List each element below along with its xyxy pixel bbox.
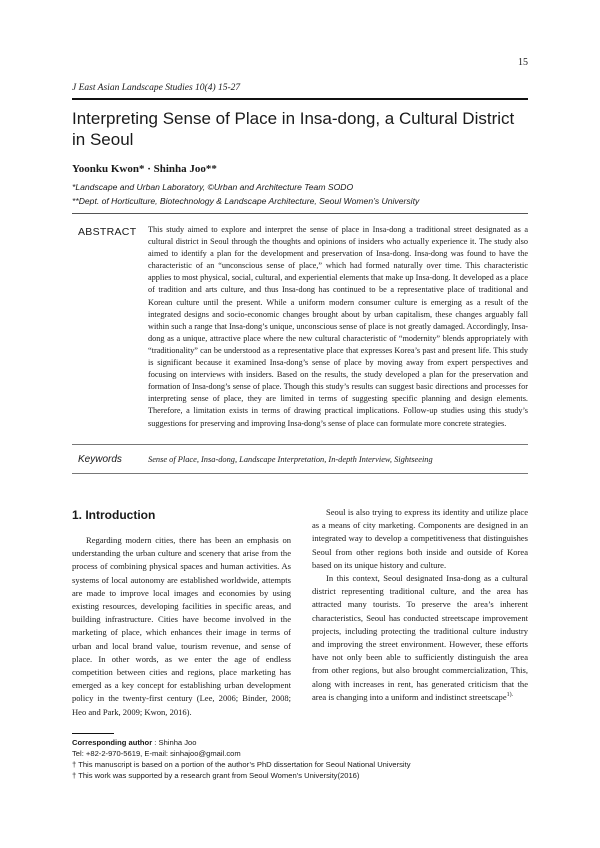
footnote-ref: 1). [506,692,514,698]
keywords-label: Keywords [78,454,122,465]
header-rule [72,98,528,100]
footnotes [72,737,528,781]
section-heading-introduction: 1. Introduction [72,508,156,522]
footnote-2: † This work was supported by a research grant from Seoul Women’s University(2016) [72,771,360,780]
journal-citation: J East Asian Landscape Studies 10(4) 15-27 [72,83,241,93]
corresponding-author-name: : Shinha Joo [154,738,197,747]
intro-paragraph-2: Seoul is also trying to express its identity and utilize place as a means of city marketing. Components are designed in an integrated way to develop a competitiveness that distinguishes Seoul from other regions both inside and outside of Korea based on its unique history and culture. [312,507,528,570]
page-number: 15 [518,57,528,68]
keywords-list: Sense of Place, Insa-dong, Landscape Interpretation, In-depth Interview, Sightseeing [148,455,433,464]
affiliation-2: **Dept. of Horticulture, Biotechnology & Landscape Architecture, Seoul Women’s University [72,196,420,206]
abstract-label: ABSTRACT [78,226,137,238]
left-column [72,534,291,719]
affiliation-1: *Landscape and Urban Laboratory, ©Urban and Architecture Team SODO [72,182,354,192]
contact-line: Tel: +82-2-970-5619, E-mail: sinhajoo@gmail.com [72,749,241,758]
intro-paragraph-1: Regarding modern cities, there has been an emphasis on understanding the urban culture and scenery that arise from the process of combining physical spaces and human activities. As systems of local autonomy are established worldwide, attempts are made to improve local images and economies by using existing resources, developing facilities in specific areas, and building infrastructure. Cities have become involved in the marketing of place, which enhances their image in terms of urban and local brand value, tourism revenue, and sense of place. In other words, as we enter the age of endless competition between cities and regions, place marketing has emerged as a key concept for establishing urban development policy in the twenty-first century (Lee, 2006; Binder, 2008; Heo and Park, 2009; Kwon, 2016). [72,535,291,717]
keywords-bottom-rule [72,473,528,474]
paper-title: Interpreting Sense of Place in Insa-dong, a Cultural District in Seoul [72,109,515,149]
corresponding-author-label: Corresponding author [72,738,153,747]
footnote-rule [72,733,114,734]
abstract-body: This study aimed to explore and interpret the sense of place in Insa-dong a traditional street designated as a cultural district in Seoul through the thoughts and opinions of insiders who actually experience it. The study also aimed to identify a plan for the development and preservation of Insa-dong. Insa-dong was found to have the characteristic of an “unconscious sense of place,” which had formed naturally over time. This characteristic applies to most physical, social, cultural, and experiential elements that make up Insa-dong. It developed as a place of tradition and arts culture, and thus Insa-dong has continued to be a representative place of traditional and Korean culture until the present. While a uniform modern consumer culture is emerging as a result of the integrated designs and socio-economic changes brought about by urban capitalism, these changes arguably fall within such a range that Insa-dong’s unique, unconscious sense of place is not greatly damaged. Accordingly, Insa-dong as a unique, attractive place where the new cultural characteristic of “modernity” blends appropriately with “traditionality” can be understood as a representative place that expresses Korea’s past and present life. This study is significant because it examined Insa-dong’s sense of place by moving away from expert perspectives and focusing on interviews with insiders. Based on the results, the study developed a plan for the preservation and formation of Insa-dong’s sense of place. Though this study’s results can suggest basic directions and processes for interpreting sense of place, they are limited in terms of suggesting specific planning and design elements. Therefore, a limitation exists in terms of drawing practical implications. Follow-up studies using this study’s suggestions for preserving and improving Insa-dong’s sense of place can formulate more concrete strategies. [148,225,528,428]
intro-paragraph-3 [312,572,528,704]
right-column [312,506,528,704]
corresponding-author-line [72,737,528,748]
abstract-top-rule [72,213,528,214]
keywords-top-rule [72,444,528,445]
author-list: Yoonku Kwon* · Shinha Joo** [72,163,217,175]
intro-paragraph-3-text: In this context, Seoul designated Insa-dong as a cultural district representing traditional culture, and the area has attracted many tourists. To preserve the area’s inherent characteristics, Seoul has conducted streetscape improvement projects, including protecting the traditional culture industry and improving the street environment. However, these efforts have not only been able to sufficiently distinguish the area from other regions, but also brought commercialization, This, along with increases in rent, has generated criticism that the area is changing into a uniform and indistinct streetscape [312,573,528,702]
footnote-1: † This manuscript is based on a portion of the author’s PhD dissertation for Seoul National University [72,760,411,769]
